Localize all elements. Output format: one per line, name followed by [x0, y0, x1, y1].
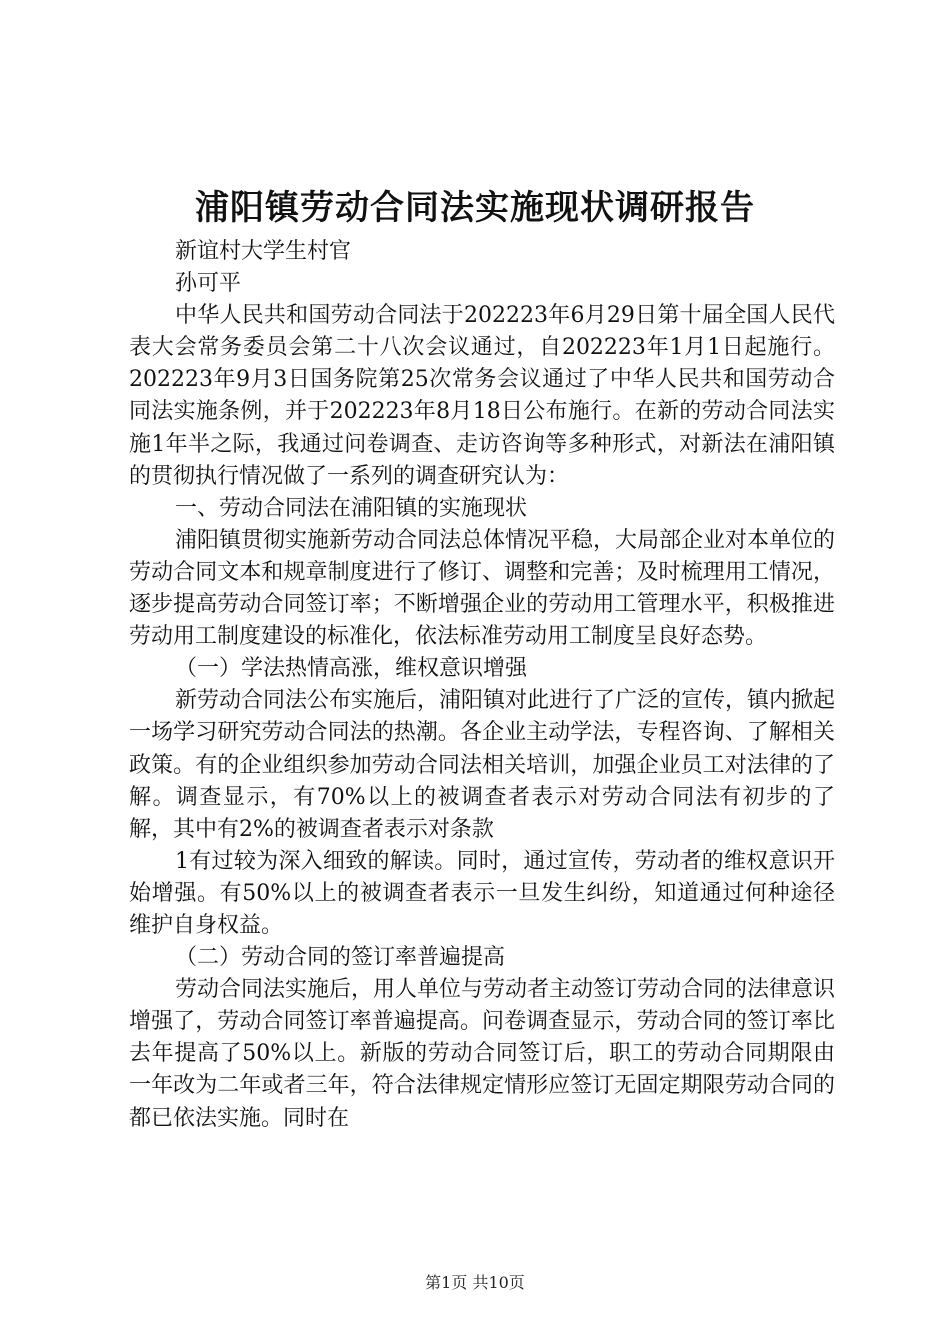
subsection-heading-1: （一）学法热情高涨，维权意识增强 — [175, 656, 528, 682]
subsection-heading-2: （二）劳动合同的签订率普遍提高 — [175, 945, 506, 971]
paragraph-intro: 中华人民共和国劳动合同法于202223年6月29日第十届全国人民代表大会常务委员会第二十八次会议通过，自202223年1月1日起施行。202223年9月3日国务院第25次常务会议通过了中华人民共和国劳动合同法实施条例，并于202223年8月18日公布施行。在新的劳动合同法实施1年半之际，我通过问卷调查、走访咨询等多种形式，对新法在浦阳镇的贯彻执行情况做了一系列的调查研究认为： — [129, 303, 835, 489]
document-body — [129, 236, 835, 1135]
paragraph-rights: 1有过较为深入细致的解读。同时，通过宣传，劳动者的维权意识开始增强。有50%以上的被调查者表示一旦发生纠纷，知道通过何种途径维护自身权益。 — [129, 848, 835, 938]
page-footer: 第1页 共10页 — [425, 1273, 525, 1292]
section-heading-1: 一、劳动合同法在浦阳镇的实施现状 — [175, 495, 528, 521]
paragraph-signing: 劳动合同法实施后，用人单位与劳动者主动签订劳动合同的法律意识增强了，劳动合同签订率普遍提高。问卷调查显示，劳动合同的签订率比去年提高了50%以上。新版的劳动合同签订后，职工的劳动合同期限由一年改为二年或者三年，符合法律规定情形应签订无固定期限劳动合同的都已依法实施。同时在 — [129, 977, 836, 1131]
paragraph-learning: 新劳动合同法公布实施后，浦阳镇对此进行了广泛的宣传，镇内掀起一场学习研究劳动合同法的热潮。各企业主动学法，专程咨询、了解相关政策。有的企业组织参加劳动合同法相关培训，加强企业员工对法律的了解。调查显示，有70%以上的被调查者表示对劳动合同法有初步的了解，其中有2%的被调查者表示对条款 — [129, 688, 836, 842]
author-name: 孙可平 — [175, 271, 242, 297]
paragraph-overview: 浦阳镇贯彻实施新劳动合同法总体情况平稳，大局部企业对本单位的劳动合同文本和规章制度进行了修订、调整和完善；及时梳理用工情况，逐步提高劳动合同签订率；不断增强企业的劳动用工管理水平，积极推进劳动用工制度建设的标准化，依法标准劳动用工制度呈良好态势。 — [129, 527, 836, 650]
document-title: 浦阳镇劳动合同法实施现状调研报告 — [195, 188, 755, 228]
author-unit: 新谊村大学生村官 — [175, 239, 352, 264]
